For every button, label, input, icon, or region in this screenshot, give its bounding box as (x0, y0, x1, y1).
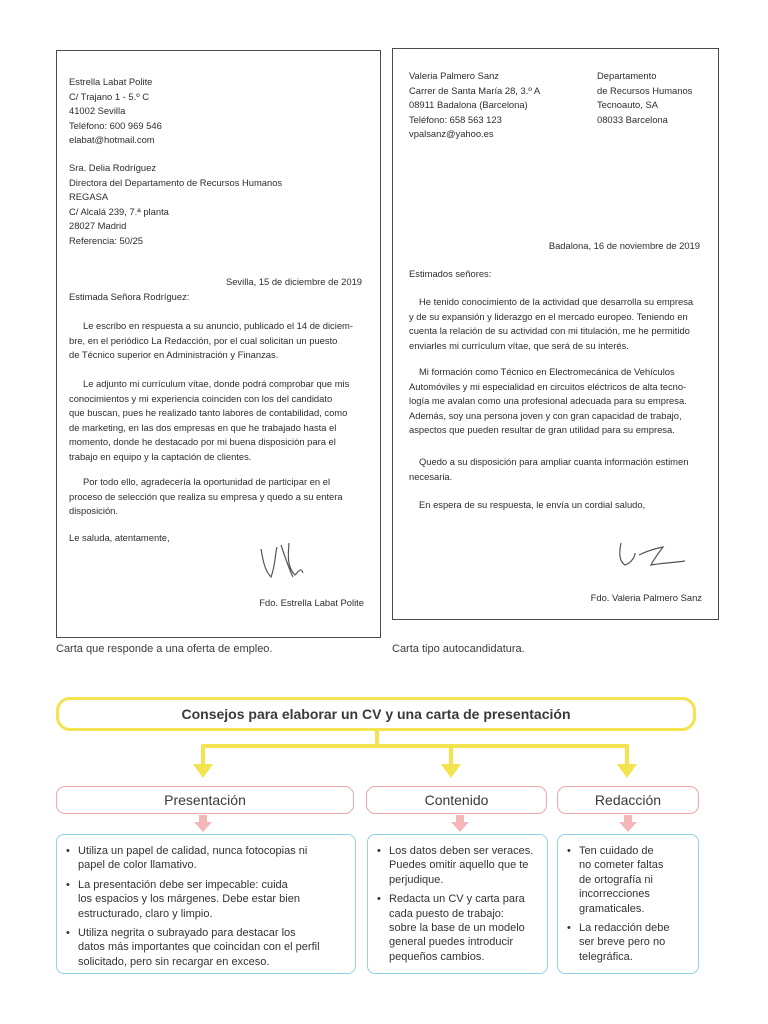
letter-paragraph: Por todo ello, agradecería la oportunidad de participar en el proceso de selección que realiza su empresa y quedo a su entera disposición. (69, 476, 343, 517)
letter-greeting: Estimados señores: (409, 268, 492, 279)
recipient-line: 28027 Madrid (69, 220, 127, 232)
sender-line: Estrella Labat Polite (69, 76, 153, 87)
letter-date: Sevilla, 15 de diciembre de 2019 (225, 276, 362, 287)
sender-line: Teléfono: 600 969 546 (69, 119, 162, 131)
sender-line: 41002 Sevilla (69, 105, 126, 117)
diagram-title: Consejos para elaborar un CV y una carta de presentación (181, 706, 571, 722)
letter-signed-name: Fdo. Valeria Palmero Sanz (590, 592, 702, 603)
sender-line: elabat@hotmail.com (69, 134, 155, 146)
signature (613, 533, 693, 573)
letter-closing: Le saluda, atentamente, (69, 532, 170, 543)
recipient-line: Sra. Delia Rodríguez (69, 162, 157, 173)
letter-paragraph: Le adjunto mi currículum vítae, donde podrá comprobar que mis conocimientos y mi experiencia coinciden con los del candidato que buscan, pues he realizado tanto labores de contabilidad, como de marketing, en las dos empresas en que he trabajado hasta el momento, donde he destacado por mi buena disposición para el trabajo en equipo y la captación de clientes. (69, 378, 350, 462)
tips-contenido (367, 834, 548, 974)
diagram-title-box (56, 697, 696, 731)
caption-left: Carta que responde a una oferta de empleo. (56, 643, 273, 655)
caption-right: Carta tipo autocandidatura. (392, 643, 525, 655)
letter-self-application (392, 48, 719, 620)
recipient-line: Tecnoauto, SA (597, 99, 658, 111)
tip-item: • Ten cuidado de no cometer faltas de ortografía ni incorrecciones gramaticales. (566, 844, 690, 916)
tips-presentacion (56, 834, 356, 974)
tip-item: • Redacta un CV y carta para cada puesto de trabajo: sobre la base de un modelo general puedes introducir pequeños cambios. (376, 892, 539, 964)
letter-greeting: Estimada Señora Rodríguez: (69, 291, 190, 302)
recipient-address (597, 69, 692, 127)
recipient-line: de Recursos Humanos (597, 84, 693, 96)
small-arrow-down-icon (451, 815, 469, 832)
sender-line: C/ Trajano 1 - 5.º C (69, 90, 150, 102)
letter-paragraph: Le escribo en respuesta a su anuncio, publicado el 14 de diciem- bre, en el periódico La Redacción, por el cual solicitan un puesto de Técnico superior en Administración y Finanzas. (69, 320, 353, 361)
sender-address (409, 69, 540, 142)
category-presentacion (56, 786, 354, 814)
letter-paragraph: En espera de su respuesta, le envía un cordial saludo, (419, 499, 646, 510)
small-arrow-down-icon (194, 815, 212, 832)
category-redaccion (557, 786, 699, 814)
sender-line: vpalsanz@yahoo.es (409, 128, 494, 140)
letter-paragraph: He tenido conocimiento de la actividad que desarrolla su empresa y de su expansión y liderazgo en el mercado europeo. Teniendo en cuenta la relación de su actividad con mi titulación, me he permitido enviarles mi currículum vítae, que será de su interés. (409, 296, 694, 351)
letter-paragraph: Mi formación como Técnico en Electromecánica de Vehículos Automóviles y mi especialidad en circuitos eléctricos de alta tecno- logía me avalan como una profesional adecuada para su empresa. Además, soy una persona joven y con gran capacidad de trabajo, aspectos que pueden resultar de gran utilidad para su empresa. (409, 366, 687, 436)
category-label: Redacción (594, 792, 662, 808)
recipient-line: Departamento (597, 70, 657, 81)
letter-job-offer-response (56, 50, 381, 638)
category-label: Presentación (164, 792, 246, 808)
sender-address (69, 75, 162, 148)
arrow-down-icon (193, 764, 213, 778)
recipient-line: C/ Alcalá 239, 7.ª planta (69, 205, 169, 217)
recipient-line: Directora del Departamento de Recursos Humanos (69, 176, 283, 188)
tip-item: • Utiliza un papel de calidad, nunca fotocopias ni papel de color llamativo. (65, 844, 347, 873)
letter-paragraph: Quedo a su disposición para ampliar cuanta información estimen necesaria. (409, 456, 689, 482)
arrow-down-icon (617, 764, 637, 778)
tips-redaccion (557, 834, 699, 974)
recipient-line: REGASA (69, 191, 109, 203)
recipient-line: 08033 Barcelona (597, 113, 668, 125)
signature (255, 537, 319, 587)
sender-line: Teléfono: 658 563 123 (409, 113, 502, 125)
recipient-line: Referencia: 50/25 (69, 234, 144, 246)
tip-item: • Utiliza negrita o subrayado para destacar los datos más importantes que coincidan con el perfil solicitado, pero sin recargar en exceso. (65, 926, 347, 969)
arrow-down-icon (441, 764, 461, 778)
sender-line: Valeria Palmero Sanz (409, 70, 499, 81)
recipient-address (69, 161, 282, 249)
letter-date: Badalona, 16 de noviembre de 2019 (548, 240, 700, 251)
category-contenido (366, 786, 547, 814)
tip-item: • La redacción debe ser breve pero no telegráfica. (566, 921, 690, 964)
sender-line: Carrer de Santa María 28, 3.º A (409, 84, 541, 96)
small-arrow-down-icon (619, 815, 637, 832)
tip-item: • Los datos deben ser veraces. Puedes omitir aquello que te perjudique. (376, 844, 539, 887)
tip-item: • La presentación debe ser impecable: cuida los espacios y los márgenes. Debe estar bien estructurado, claro y limpio. (65, 878, 347, 921)
letter-signed-name: Fdo. Estrella Labat Polite (259, 597, 364, 608)
sender-line: 08911 Badalona (Barcelona) (409, 99, 528, 111)
category-label: Contenido (424, 792, 489, 808)
